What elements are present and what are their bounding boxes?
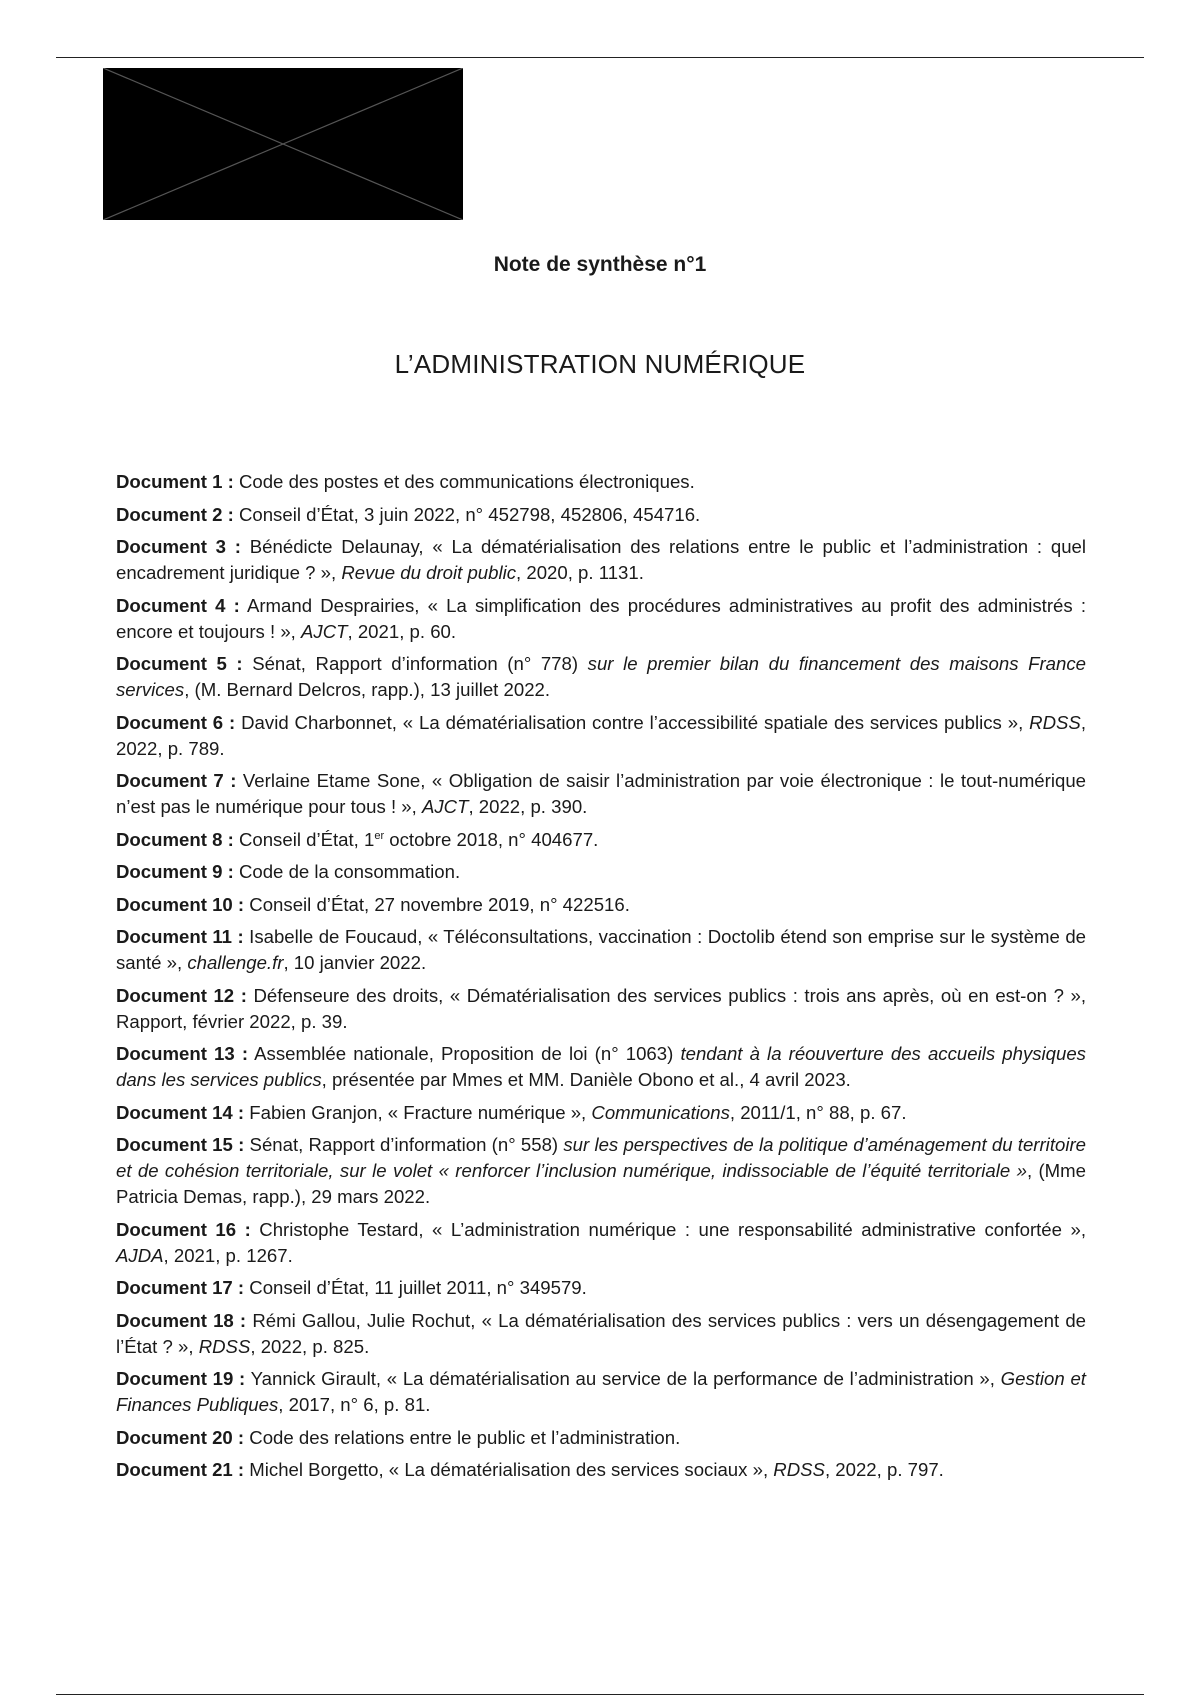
document-text: , 2022, p. 825. [250,1335,370,1357]
document-text: , 10 janvier 2022. [283,952,427,973]
document-label: Document 14 : [116,1101,245,1123]
document-text: Yannick Girault, « La dématérialisation au service de la performance de l’administration », [245,1368,1001,1389]
document-text: Défenseure des droits, « Dématérialisation des services publics : trois ans après, où en est-on ? », Rapport, février 2022, p. 39. [116,984,1086,1032]
document-text: Code de la consommation. [233,861,461,882]
document-source-italic: sur les perspectives de la politique d’aménagement du territoire et de cohésion territoriale, sur le volet « renforcer l’inclusion numérique, indissociable de l’équité territoriale » [116,1134,1086,1181]
document-label: Document 15 : [116,1134,245,1155]
document-text: Christophe Testard, « L’administration numérique : une responsabilité administrative confortée », [250,1218,1086,1240]
document-text: Rémi Gallou, Julie Rochut, « La dématérialisation des services publics : vers un désengagement de l’État ? », [116,1309,1086,1357]
top-rule [56,57,1144,58]
document-label: Document 18 : [116,1309,247,1331]
document-label: Document 11 : [116,926,244,947]
document-entry [116,710,1086,762]
redacted-logo-image [103,68,463,220]
document-source-italic: RDSS [198,1335,251,1357]
document-entry [116,924,1086,976]
document-text: , 2021, p. 1267. [163,1244,293,1266]
document-entry [116,983,1086,1035]
document-source-italic: AJCT [421,796,469,817]
document-entry [116,1425,1086,1451]
page-title: L’ADMINISTRATION NUMÉRIQUE [394,349,806,379]
document-text: , (M. Bernard Delcros, rapp.), 13 juillet 2022. [184,679,551,700]
document-entry [116,651,1086,703]
document-text: , 2017, n° 6, p. 81. [278,1394,431,1415]
document-source-italic: AJCT [301,620,348,642]
document-entry [116,859,1086,885]
document-entry [116,1217,1086,1269]
document-text: , 2022, p. 390. [468,796,588,817]
bottom-rule [56,1694,1144,1695]
document-entry [116,827,1086,853]
document-label: Document 9 : [116,861,234,882]
document-text: , (Mme Patricia Demas, rapp.), 29 mars 2022. [116,1160,1086,1207]
document-text: octobre 2018, n° 404677. [384,828,599,850]
document-label: Document 16 : [116,1218,251,1240]
document-text: , 2020, p. 1131. [516,562,644,583]
document-entry [116,1457,1086,1483]
document-label: Document 19 : [116,1368,246,1389]
document-entry [116,1100,1086,1126]
document-label: Document 7 : [116,770,237,791]
document-label: Document 5 : [116,653,243,674]
document-text: Conseil d’État, 27 novembre 2019, n° 422516. [244,893,630,915]
document-source-italic: sur le premier bilan du financement des maisons France services [116,653,1086,700]
document-text: Code des relations entre le public et l’administration. [244,1426,681,1448]
document-text: , 2022, p. 789. [116,711,1086,759]
document-text: Bénédicte Delaunay, « La dématérialisation des relations entre le public et l’administration : quel encadrement juridique ? », [116,536,1087,583]
document-text: Sénat, Rapport d’information (n° 778) [242,653,588,674]
document-entry [116,1366,1086,1418]
document-text: Assemblée nationale, Proposition de loi (n° 1063) [248,1043,681,1064]
document-entry [116,469,1086,495]
document-source-italic: Gestion et Finances Publiques [116,1368,1086,1415]
document-text: , présentée par Mmes et MM. Danièle Obono et al., 4 avril 2023. [321,1069,851,1090]
document-source-italic: RDSS [773,1459,825,1480]
document-entry [116,1041,1086,1093]
document-text: Fabien Granjon, « Fracture numérique », [244,1101,592,1123]
document-text: Conseil d’État, 1 [233,828,375,850]
document-text: Sénat, Rapport d’information (n° 558) [244,1134,564,1155]
document-label: Document 17 : [116,1277,245,1298]
document-text: , 2021, p. 60. [347,620,457,642]
document-label: Document 1 : [116,471,234,492]
document-source-italic: Revue du droit public [341,562,517,583]
document-label: Document 2 : [116,503,234,525]
document-list [116,469,1086,1490]
document-source-italic: tendant à la réouverture des accueils physiques dans les services publics [116,1043,1086,1090]
document-label: Document 4 : [116,594,240,616]
document-label: Document 8 : [116,828,234,850]
document-entry [116,768,1086,820]
document-entry [116,502,1086,528]
document-entry [116,1275,1086,1301]
document-source-italic: Communications [591,1101,730,1123]
document-text: David Charbonnet, « La dématérialisation contre l’accessibilité spatiale des services publics », [235,711,1030,733]
document-text: Armand Desprairies, « La simplification des procédures administratives au profit des administrés : encore et toujours ! », [116,594,1086,642]
document-text: Conseil d’État, 11 juillet 2011, n° 349579. [244,1277,587,1298]
document-entry [116,534,1086,586]
document-label: Document 13 : [116,1043,249,1064]
document-entry [116,1308,1086,1360]
document-text: Michel Borgetto, « La dématérialisation des services sociaux », [244,1459,774,1480]
crossed-placeholder-icon [103,68,463,220]
document-label: Document 3 : [116,536,241,557]
document-text: Isabelle de Foucaud, « Téléconsultations, vaccination : Doctolib étend son emprise sur le système de santé », [116,926,1086,973]
document-label: Document 21 : [116,1459,245,1480]
document-text: Verlaine Etame Sone, « Obligation de saisir l’administration par voie électronique : le tout-numérique n’est pas le numérique pour tous ! », [116,770,1086,817]
document-source-italic: AJDA [116,1244,164,1266]
document-label: Document 12 : [116,984,247,1006]
document-label: Document 10 : [116,893,245,915]
document-source-italic: RDSS [1029,711,1081,733]
document-entry [116,892,1086,918]
document-text: , 2022, p. 797. [824,1459,944,1480]
document-text: , 2011/1, n° 88, p. 67. [729,1101,907,1123]
note-subtitle: Note de synthèse n°1 [493,253,707,276]
document-label: Document 6 : [116,711,236,733]
document-text: Conseil d’État, 3 juin 2022, n° 452798, 452806, 454716. [233,503,701,525]
document-text: Code des postes et des communications électroniques. [233,471,695,492]
document-text: er [374,829,385,842]
document-source-italic: challenge.fr [187,952,284,973]
document-entry [116,593,1086,645]
document-entry [116,1132,1086,1210]
document-label: Document 20 : [116,1426,245,1448]
